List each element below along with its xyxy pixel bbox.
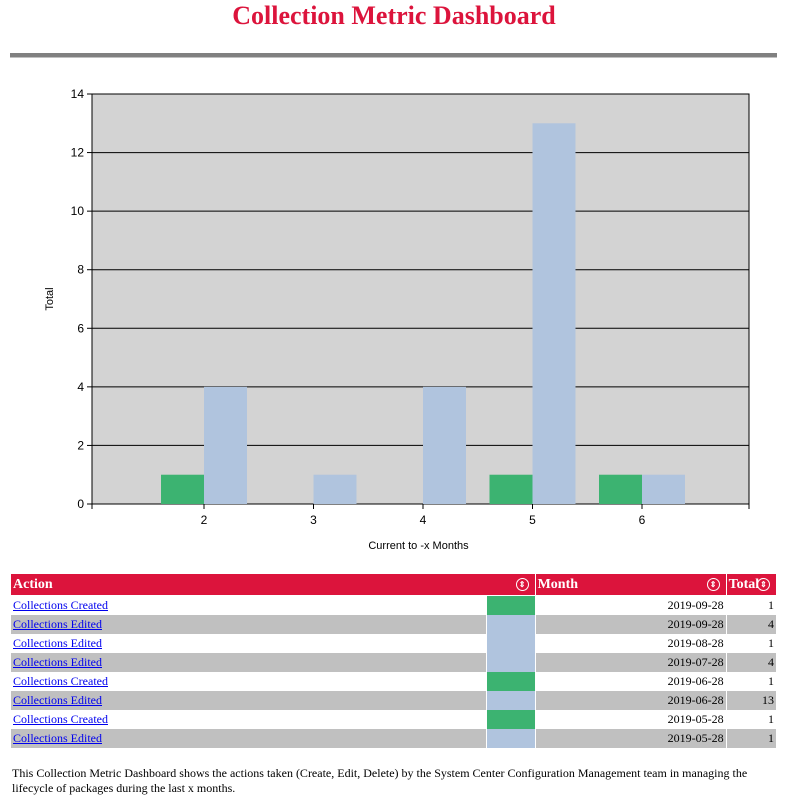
series-color-cell — [486, 615, 535, 634]
column-header-month[interactable]: Month ⇕ — [535, 574, 726, 596]
month-cell: 2019-09-28 — [535, 596, 726, 616]
series-color-cell — [486, 691, 535, 710]
series-color-swatch — [487, 634, 535, 653]
series-color-cell — [486, 729, 535, 748]
total-cell: 1 — [726, 596, 776, 616]
table-row — [11, 634, 777, 653]
column-header-total[interactable]: Total ⇕ — [726, 574, 776, 596]
x-tick-label: 3 — [310, 513, 317, 527]
total-cell: 1 — [726, 634, 776, 653]
action-link[interactable]: Collections Edited — [13, 655, 102, 669]
y-tick-label: 2 — [77, 438, 84, 453]
y-tick-label: 8 — [77, 262, 84, 277]
series-color-cell — [486, 672, 535, 691]
total-cell: 1 — [726, 710, 776, 729]
month-cell: 2019-07-28 — [535, 653, 726, 672]
action-cell — [11, 672, 487, 691]
bar-collections-edited — [314, 475, 357, 504]
sort-icon[interactable]: ⇕ — [757, 578, 770, 591]
bar-collections-created — [490, 475, 533, 504]
series-color-swatch — [487, 710, 535, 729]
action-cell — [11, 634, 487, 653]
table-row — [11, 691, 777, 710]
action-link[interactable]: Collections Created — [13, 598, 108, 612]
bar-collections-edited — [642, 475, 685, 504]
series-color-swatch — [487, 653, 535, 672]
series-color-swatch — [487, 615, 535, 634]
page-title: Collection Metric Dashboard — [232, 1, 556, 30]
y-tick-label: 12 — [70, 145, 84, 160]
table-row — [11, 729, 777, 748]
sort-icon[interactable]: ⇕ — [707, 578, 720, 591]
month-cell: 2019-05-28 — [535, 710, 726, 729]
series-color-swatch — [487, 672, 535, 691]
action-link[interactable]: Collections Edited — [13, 731, 102, 745]
column-header-action[interactable]: Action ⇕ — [11, 574, 536, 596]
action-cell — [11, 691, 487, 710]
x-axis-label: Current to -x Months — [368, 540, 469, 552]
y-tick-label: 10 — [70, 204, 84, 219]
series-color-cell — [486, 710, 535, 729]
series-color-swatch — [487, 596, 535, 615]
x-tick-label: 2 — [200, 513, 208, 527]
action-cell — [11, 615, 487, 634]
series-color-cell — [486, 596, 535, 616]
bar-collections-edited — [423, 387, 466, 504]
table-row — [11, 710, 777, 729]
total-cell: 1 — [726, 672, 776, 691]
bar-collections-created — [599, 475, 642, 504]
header-divider — [10, 53, 777, 58]
total-cell: 1 — [726, 729, 776, 748]
action-cell — [11, 596, 487, 616]
month-cell: 2019-06-28 — [535, 691, 726, 710]
y-axis-label: Total — [44, 287, 56, 311]
action-link[interactable]: Collections Created — [13, 674, 108, 688]
series-color-cell — [486, 634, 535, 653]
action-cell — [11, 653, 487, 672]
plot-area — [92, 94, 749, 504]
bar-collections-created — [161, 475, 204, 504]
x-tick-label: 5 — [529, 513, 536, 527]
action-link[interactable]: Collections Edited — [13, 617, 102, 631]
series-color-cell — [486, 653, 535, 672]
action-cell — [11, 729, 487, 748]
table-row — [11, 653, 777, 672]
action-link[interactable]: Collections Edited — [13, 636, 102, 650]
month-cell: 2019-08-28 — [535, 634, 726, 653]
y-tick-label: 14 — [70, 87, 84, 101]
table-row — [11, 615, 777, 634]
series-color-swatch — [487, 729, 535, 748]
table-row — [11, 672, 777, 691]
total-cell: 13 — [726, 691, 776, 710]
y-tick-label: 6 — [77, 321, 84, 336]
y-tick-label: 0 — [77, 497, 84, 511]
bar-chart — [0, 80, 790, 560]
bar-collections-edited — [533, 123, 576, 504]
dashboard-description: This Collection Metric Dashboard shows the actions taken (Create, Edit, Delete) by the System Center Configuration Management team in managing the lifecycle of packages during the last x months. — [12, 766, 748, 795]
action-cell — [11, 710, 487, 729]
metrics-table — [10, 573, 777, 748]
month-cell: 2019-06-28 — [535, 672, 726, 691]
total-cell: 4 — [726, 653, 776, 672]
bar-collections-edited — [204, 387, 247, 504]
y-tick-label: 4 — [77, 379, 84, 394]
series-color-swatch — [487, 691, 535, 710]
action-link[interactable]: Collections Edited — [13, 693, 102, 707]
x-tick-label: 4 — [419, 513, 427, 527]
sort-icon[interactable]: ⇕ — [516, 578, 529, 591]
x-tick-label: 6 — [638, 513, 646, 527]
table-row — [11, 596, 777, 616]
month-cell: 2019-05-28 — [535, 729, 726, 748]
month-cell: 2019-09-28 — [535, 615, 726, 634]
total-cell: 4 — [726, 615, 776, 634]
action-link[interactable]: Collections Created — [13, 712, 108, 726]
